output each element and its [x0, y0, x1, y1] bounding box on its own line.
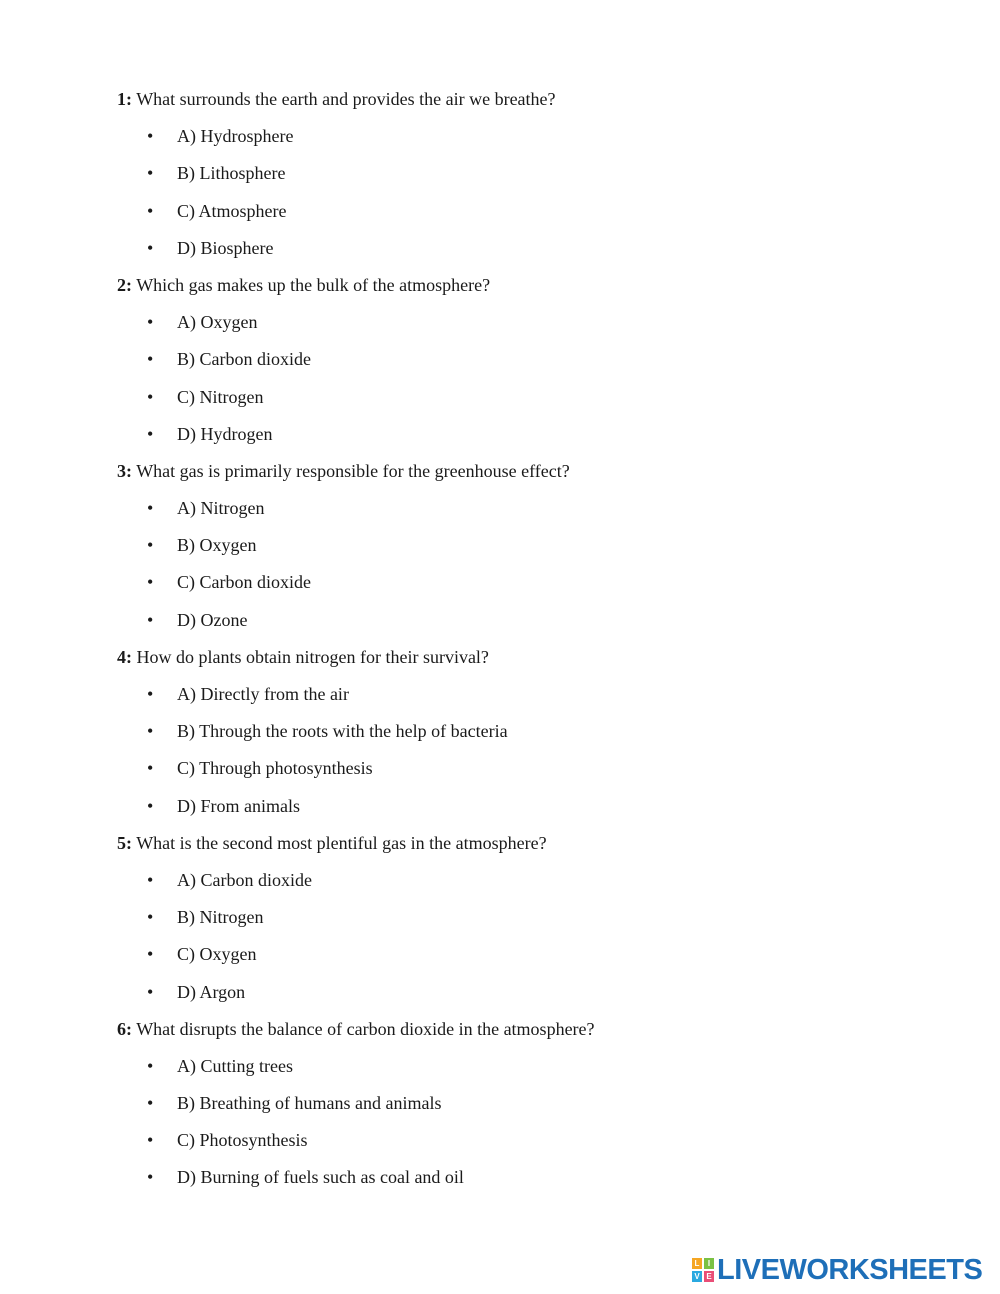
- option-item[interactable]: [117, 421, 937, 458]
- option-item[interactable]: [117, 941, 937, 978]
- bullet-icon: •: [147, 1055, 154, 1076]
- question-3: [117, 458, 937, 495]
- option-label: A) Oxygen: [177, 312, 258, 333]
- option-item[interactable]: [117, 384, 937, 421]
- option-label: C) Oxygen: [177, 944, 257, 965]
- option-item[interactable]: [117, 607, 937, 644]
- option-label: C) Photosynthesis: [177, 1130, 308, 1151]
- question-text: How do plants obtain nitrogen for their survival?: [136, 646, 489, 667]
- option-item[interactable]: [117, 1127, 937, 1164]
- bullet-icon: •: [147, 163, 154, 184]
- bullet-icon: •: [147, 200, 154, 221]
- option-label: C) Atmosphere: [177, 200, 287, 221]
- option-item[interactable]: [117, 235, 937, 272]
- logo-mark-letter: V: [692, 1271, 702, 1282]
- option-label: D) From animals: [177, 795, 300, 816]
- question-4: [117, 644, 937, 681]
- bullet-icon: •: [147, 386, 154, 407]
- bullet-icon: •: [147, 535, 154, 556]
- option-item[interactable]: [117, 1090, 937, 1127]
- option-label: D) Argon: [177, 981, 246, 1002]
- bullet-icon: •: [147, 758, 154, 779]
- bullet-icon: •: [147, 907, 154, 928]
- option-label: C) Through photosynthesis: [177, 758, 373, 779]
- bullet-icon: •: [147, 1167, 154, 1188]
- option-label: D) Biosphere: [177, 237, 274, 258]
- question-number: 5:: [117, 832, 132, 853]
- bullet-icon: •: [147, 981, 154, 1002]
- option-item[interactable]: [117, 755, 937, 792]
- question-1: [117, 86, 937, 123]
- bullet-icon: •: [147, 684, 154, 704]
- option-label: A) Cutting trees: [177, 1055, 293, 1076]
- bullet-icon: •: [147, 423, 154, 444]
- question-number: 2:: [117, 274, 132, 295]
- option-label: A) Nitrogen: [177, 498, 265, 519]
- option-label: C) Carbon dioxide: [177, 572, 311, 593]
- option-item[interactable]: [117, 1053, 937, 1090]
- option-item[interactable]: [117, 1164, 937, 1201]
- question-text: What surrounds the earth and provides the air we breathe?: [136, 89, 556, 109]
- question-number: 4:: [117, 646, 132, 667]
- option-item[interactable]: [117, 532, 937, 569]
- option-label: C) Nitrogen: [177, 386, 264, 407]
- option-label: B) Carbon dioxide: [177, 349, 311, 370]
- option-label: B) Breathing of humans and animals: [177, 1093, 442, 1114]
- option-item[interactable]: [117, 904, 937, 941]
- option-label: B) Oxygen: [177, 535, 257, 556]
- question-text: Which gas makes up the bulk of the atmosphere?: [136, 274, 491, 295]
- option-item[interactable]: [117, 160, 937, 197]
- option-item[interactable]: [117, 198, 937, 235]
- bullet-icon: •: [147, 498, 154, 519]
- option-item[interactable]: [117, 979, 937, 1016]
- bullet-icon: •: [147, 126, 154, 147]
- option-item[interactable]: [117, 569, 937, 606]
- logo-text: LIVEWORKSHEETS: [717, 1253, 983, 1286]
- option-label: D) Burning of fuels such as coal and oil: [177, 1167, 464, 1188]
- option-item[interactable]: [117, 309, 937, 346]
- option-item[interactable]: [117, 681, 937, 718]
- option-label: B) Nitrogen: [177, 907, 264, 928]
- bullet-icon: •: [147, 869, 154, 890]
- option-label: B) Through the roots with the help of bacteria: [177, 721, 508, 742]
- question-text: What disrupts the balance of carbon dioxide in the atmosphere?: [136, 1018, 595, 1039]
- option-label: D) Hydrogen: [177, 423, 273, 444]
- question-6: [117, 1016, 937, 1053]
- question-number: 1:: [117, 89, 132, 109]
- bullet-icon: •: [147, 312, 154, 333]
- question-text: What is the second most plentiful gas in the atmosphere?: [136, 832, 547, 853]
- option-label: A) Hydrosphere: [177, 126, 294, 147]
- bullet-icon: •: [147, 944, 154, 965]
- option-item[interactable]: [117, 793, 937, 830]
- bullet-icon: •: [147, 1130, 154, 1151]
- option-item[interactable]: [117, 718, 937, 755]
- option-label: B) Lithosphere: [177, 163, 286, 184]
- question-2: [117, 272, 937, 309]
- question-number: 3:: [117, 460, 132, 481]
- option-item[interactable]: [117, 867, 937, 904]
- question-text: What gas is primarily responsible for the greenhouse effect?: [136, 460, 570, 481]
- option-label: A) Directly from the air: [177, 684, 349, 704]
- logo-mark-letter: E: [704, 1271, 714, 1282]
- option-item[interactable]: [117, 346, 937, 383]
- liveworksheets-logo: [692, 1255, 982, 1285]
- bullet-icon: •: [147, 721, 154, 742]
- question-number: 6:: [117, 1018, 132, 1039]
- question-5: [117, 830, 937, 867]
- logo-mark-letter: L: [692, 1258, 702, 1269]
- bullet-icon: •: [147, 237, 154, 258]
- bullet-icon: •: [147, 609, 154, 630]
- bullet-icon: •: [147, 795, 154, 816]
- worksheet-content: [117, 86, 937, 1202]
- option-item[interactable]: [117, 123, 937, 160]
- bullet-icon: •: [147, 572, 154, 593]
- option-item[interactable]: [117, 495, 937, 532]
- option-label: D) Ozone: [177, 609, 248, 630]
- logo-mark-letter: I: [704, 1258, 714, 1269]
- bullet-icon: •: [147, 349, 154, 370]
- option-label: A) Carbon dioxide: [177, 869, 312, 890]
- logo-mark-icon: [692, 1258, 714, 1282]
- bullet-icon: •: [147, 1093, 154, 1114]
